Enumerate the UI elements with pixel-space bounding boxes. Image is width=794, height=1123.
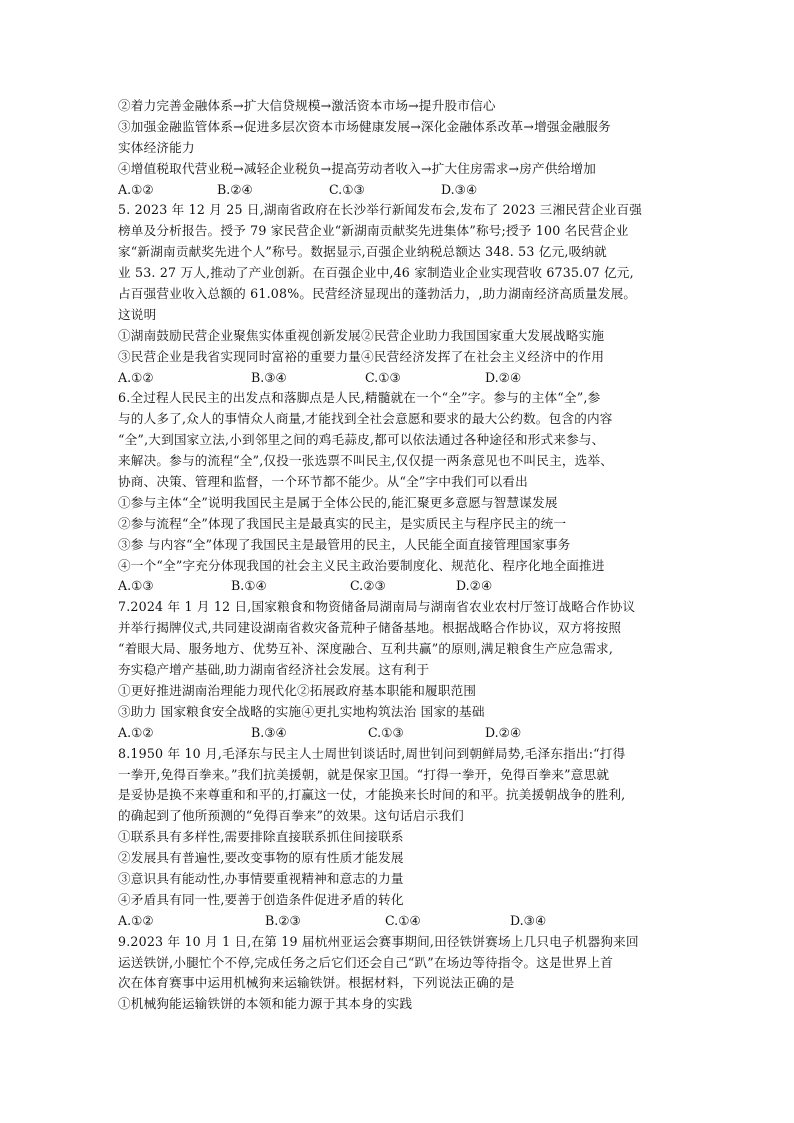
q7-option-a[interactable]: A.①② (118, 724, 154, 740)
q4-choice-2: ②着力完善金融体系→扩大信贷规模→激活资本市场→提升股市信心 (118, 98, 496, 113)
q8-option-d[interactable]: D.③④ (510, 912, 547, 928)
q6-line: 来解决。参与的流程“全”,仅投一张选票不叫民主,仅仅提一两条意见也不叫民主，选举、 (118, 453, 614, 469)
question-6 (118, 388, 684, 597)
q4-options (118, 180, 684, 201)
q9-statement: ①机械狗能运输铁饼的本领和能力源于其本身的实践 (118, 996, 413, 1012)
q6-option-d[interactable]: D.②④ (456, 578, 493, 594)
q7-statement: ①更好推进湖南治理能力现代化②拓展政府基本职能和履职范围 (118, 682, 477, 698)
q4-choice-4: ④增值税取代营业税→减轻企业税负→提高劳动者收入→扩大住房需求→房产供给增加 (118, 160, 596, 176)
q5-line: 这说明 (118, 306, 157, 322)
q7-statement: ③助力 国家粮食安全战略的实施④更扎实地构筑法治 国家的基础 (118, 703, 485, 719)
q4-option-b[interactable]: B.②④ (217, 181, 253, 197)
q6-statement: ①参与主体“全”说明我国民主是属于全体公民的,能汇聚更多意愿与智慧谋发展 (118, 494, 558, 510)
q4-choice-3-line-1: ③加强金融监管体系→促进多层次资本市场健康发展→深化金融体系改革→增强金融服务 (118, 118, 611, 134)
q8-option-b[interactable]: B.②③ (265, 912, 301, 928)
q5-options (118, 368, 684, 389)
q5-option-b[interactable]: B.③④ (251, 369, 287, 385)
q6-statement: ②参与流程“全”体现了我国民主是最真实的民主，是实质民主与程序民主的统一 (118, 515, 567, 531)
q9-line: 9.2023 年 10 月 1 日,在第 19 届杭州亚运会赛事期间,田径铁饼赛场上几只电子机器狗来回 (118, 933, 639, 949)
q4-option-d[interactable]: D.③④ (441, 181, 478, 197)
question-4-tail (118, 96, 684, 200)
q9-line: 次在体育赛事中运用机械狗来运输铁饼。根据材料，下列说法正确的是 (118, 975, 515, 991)
q8-option-c[interactable]: C.①④ (385, 912, 421, 928)
q6-line: 协商、决策、管理和监督，一个环节都不能少。从“全”字中我们可以看出 (118, 474, 528, 490)
q5-statement: ①湖南鼓励民营企业聚焦实体重视创新发展②民营企业助力我国国家重大发展战略实施 (118, 327, 605, 343)
q8-option-a[interactable]: A.①② (118, 912, 154, 928)
q7-option-d[interactable]: D.②④ (485, 724, 522, 740)
q4-option-a[interactable]: A.①② (118, 181, 154, 197)
q8-line: 8.1950 年 10 月,毛泽东与民主人士周世钊谈话时,周世钊问到朝鲜局势,毛泽东指出:“打得 (118, 745, 626, 761)
q6-line: “全”,大到国家立法,小到邻里之间的鸡毛蒜皮,都可以依法通过各种途径和形式来参与、 (118, 432, 605, 448)
q6-statement: ④一个“全”字充分体现我国的社会主义民主政治要制度化、规范化、程序化地全面推进 (118, 557, 605, 573)
q5-option-a[interactable]: A.①② (118, 369, 154, 385)
q8-statement: ①联系具有多样性,需要排除直接联系抓住间接联系 (118, 829, 404, 845)
q6-option-c[interactable]: C.②③ (350, 578, 386, 594)
q5-option-c[interactable]: C.①③ (365, 369, 401, 385)
q6-line: 与的人多了,众人的事情众人商量,才能找到全社会意愿和要求的最大公约数。包含的内容 (118, 411, 613, 427)
q8-line: 是妥协是换不来尊重和和平的,打赢这一仗，才能换来长时间的和平。抗美援朝战争的胜利, (118, 787, 626, 803)
q8-line: 一拳开,免得百拳来。”我们抗美援朝，就是保家卫国。“打得一拳开，免得百拳来”意思就 (118, 766, 610, 782)
question-8 (118, 744, 684, 932)
q5-statement: ③民营企业是我省实现同时富裕的重要力量④民营经济发挥了在社会主义经济中的作用 (118, 348, 605, 364)
q7-line: 7.2024 年 1 月 12 日,国家粮食和物资储备局湖南局与湖南省农业农村厅签订战略合作协议 (118, 599, 636, 615)
q7-line: “着眼大局、服务地方、优势互补、深度融合、互利共赢”的原则,满足粮食生产应急需求, (118, 641, 614, 657)
question-5 (118, 200, 684, 388)
q6-options (118, 576, 684, 597)
q7-line: 并举行揭牌仪式,共同建设湖南省救灾备荒种子储备基地。根据战略合作协议，双方将按照 (118, 620, 622, 636)
q5-line: 业 53. 27 万人,推动了产业创新。在百强企业中,46 家制造业企业实现营收 6735.07 亿元, (118, 265, 634, 281)
q8-statement: ④矛盾具有同一性,要善于创造条件促进矛盾的转化 (118, 891, 404, 907)
q5-line: 5. 2023 年 12 月 25 日,湖南省政府在长沙举行新闻发布会,发布了 2023 三湘民营企业百强 (118, 202, 643, 218)
q5-line: 占百强营业收入总额的 61.08%。民营经济显现出的蓬勃活力，,助力湖南经济高质量发展。 (118, 286, 637, 302)
q7-option-b[interactable]: B.③④ (251, 724, 287, 740)
q5-option-d[interactable]: D.②④ (485, 369, 522, 385)
q7-line: 夯实稳产增产基础,助力湖南省经济社会发展。这有利于 (118, 662, 430, 678)
q7-options (118, 723, 684, 744)
question-9 (118, 932, 684, 1016)
q8-statement: ②发展具有普遍性,要改变事物的原有性质才能发展 (118, 850, 404, 866)
exam-page (118, 96, 684, 1015)
q6-option-a[interactable]: A.①③ (118, 578, 154, 594)
q5-line: 家“新湖南贡献奖先进个人”称号。数据显示,百强企业纳税总额达 348. 53 亿元,吸纳就 (118, 244, 607, 260)
q4-option-c[interactable]: C.①③ (329, 181, 365, 197)
q6-line: 6.全过程人民民主的出发点和落脚点是人民,精髓就在一个“全”字。参与的主体“全”,参 (118, 390, 601, 406)
q8-options (118, 911, 684, 932)
q4-choice-3-line-2: 实体经济能力 (118, 139, 195, 155)
q5-line: 榜单及分析报告。授予 79 家民营企业“新湖南贡献奖先进集体”称号;授予 100 名民营企业 (118, 223, 629, 239)
q8-line: 的确起到了他所预测的“免得百拳来”的效果。这句话启示我们 (118, 808, 464, 824)
q8-statement: ③意识具有能动性,办事情要重视精神和意志的力量 (118, 870, 404, 886)
q6-option-b[interactable]: B.①④ (231, 578, 267, 594)
q6-statement: ③参 与内容“全”体现了我国民主是最管用的民主，人民能全面直接管理国家事务 (118, 536, 571, 552)
q9-line: 运送铁饼,小腿忙个不停,完成任务之后它们还会自己“趴”在场边等待指令。这是世界上首 (118, 954, 614, 970)
q7-option-c[interactable]: C.①③ (368, 724, 404, 740)
question-7 (118, 597, 684, 743)
